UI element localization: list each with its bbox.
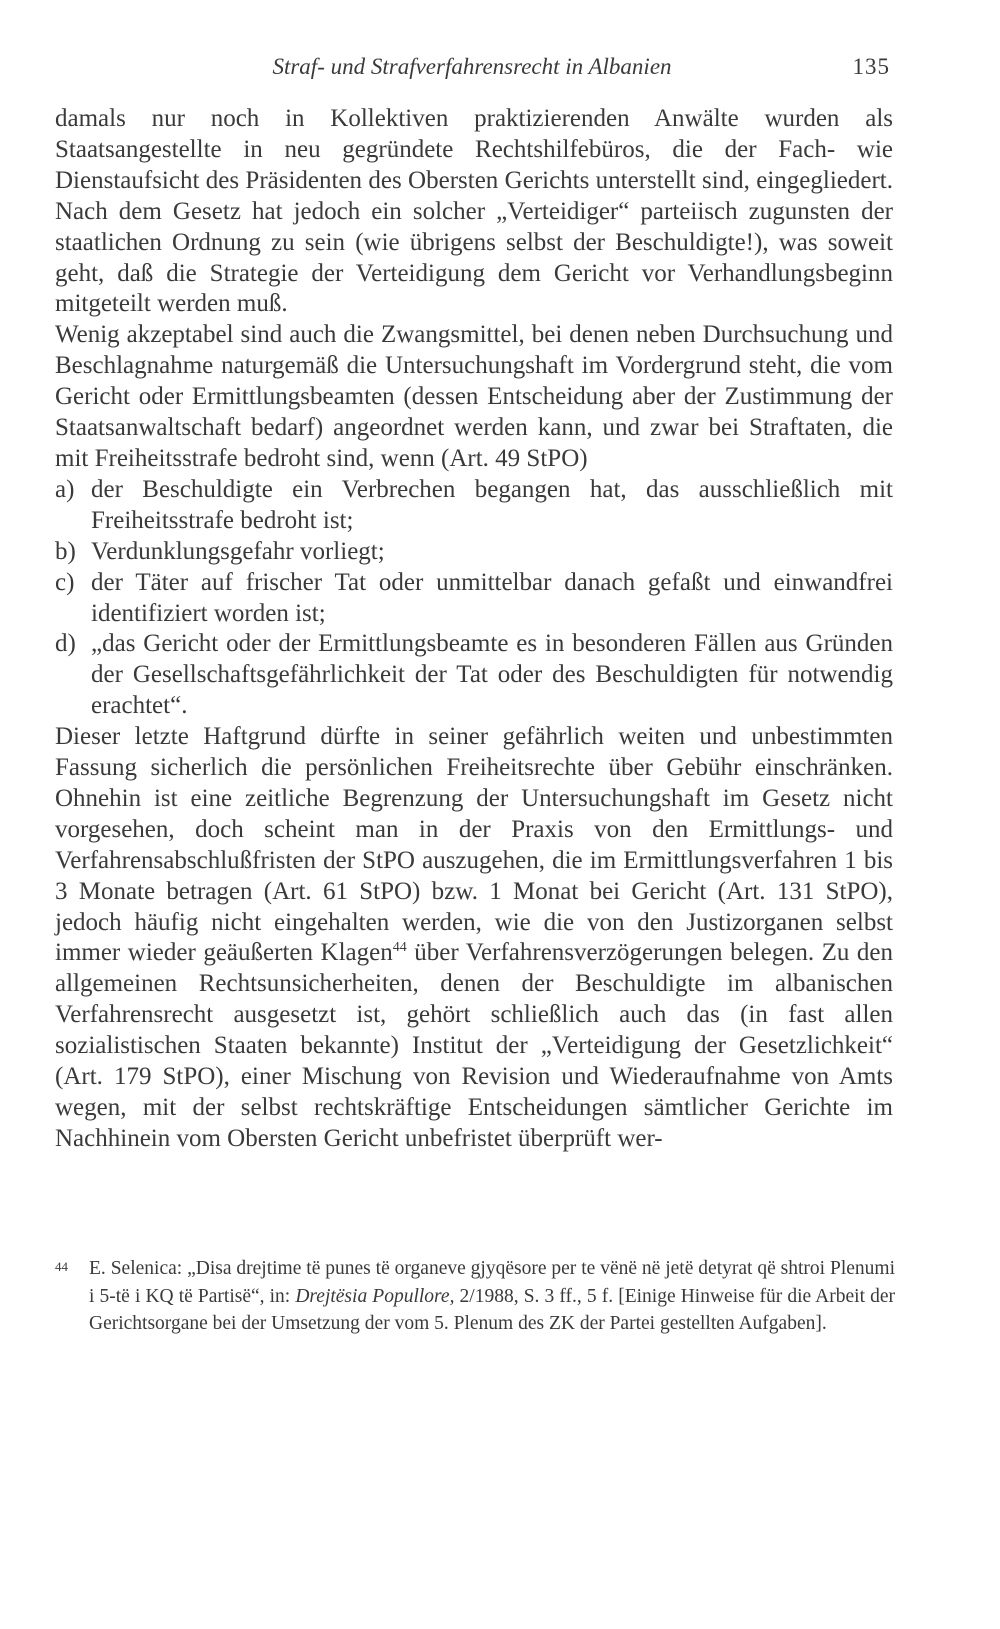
- main-text: [55, 104, 893, 1155]
- list-item: [55, 475, 893, 537]
- journal-title: Drejtësia Popullore,: [295, 1285, 455, 1307]
- paragraph-3: [55, 722, 893, 1155]
- list-item-text: der Täter auf frischer Tat oder unmittelbar danach gefaßt und einwandfrei identifiziert worden ist;: [91, 568, 893, 627]
- running-header: [54, 54, 890, 88]
- footnote-number: 44: [55, 1259, 68, 1274]
- footnote-text-part-1: E. Selenica: „Disa drejtime të punes të organeve gjyqësore per te vënë në jetë detyrat që shtroi Plenumi i 5-të i KQ të Partisë“, in:: [89, 1258, 895, 1307]
- paragraph-2: Wenig akzeptabel sind auch die Zwangsmittel, bei denen neben Durchsuchung und Beschlagnahme naturgemäß die Untersuchungshaft im Vordergrund steht, die vom Gericht oder Ermittlungsbeamten (dessen Entscheidung aber der Zustimmung der Staatsanwaltschaft bedarf) angeordnet werden kann, und zwar bei Straftaten, die mit Freiheitsstrafe bedroht sind, wenn (Art. 49 StPO): [55, 321, 893, 472]
- list-marker: c): [55, 568, 75, 596]
- list-item: [55, 537, 893, 568]
- list-item: [55, 568, 893, 630]
- footnote-text-part-2: 2/1988, S. 3 ff., 5 f. [Einige Hinweise für die Arbeit der Gerichtsorgane bei der Umsetzung der vom 5. Plenum des ZK der Partei gestellten Aufgaben].: [89, 1285, 896, 1334]
- list-item: [55, 629, 893, 722]
- list-marker: a): [55, 475, 75, 503]
- paragraph-3-part-2: über Verfahrensverzögerungen belegen. Zu den allgemeinen Rechtsunsicherheiten, denen der Beschuldigte im albanischen Verfahrensrecht ausgesetzt ist, gehört schließlich auch das (in fast allen sozialistischen Staaten bekannte) Institut der „Verteidigung der Gesetzlichkeit“ (Art. 179 StPO), einer Mischung von Revision und Wiederaufnahme von Amts wegen, mit der selbst rechtskräftige Entscheidungen sämtlicher Gerichte im Nachhinein vom Obersten Gericht unbefristet überprüft wer-: [55, 939, 893, 1152]
- running-title: Straf- und Strafverfahrensrecht in Albanien: [272, 54, 672, 79]
- list-item-text: der Beschuldigte ein Verbrechen begangen hat, das ausschließlich mit Freiheitsstrafe bedroht ist;: [91, 475, 893, 534]
- paragraph-1: damals nur noch in Kollektiven praktizierenden Anwälte wurden als Staatsangestellte in neu gegründete Rechtshilfebüros, die der Fach- wie Dienstaufsicht des Präsidenten des Obersten Gerichts unterstellt sind, eingegliedert. Nach dem Gesetz hat jedoch ein solcher „Verteidiger“ parteiisch zugunsten der staatlichen Ordnung zu sein (wie übrigens selbst der Beschuldigte!), was soweit geht, daß die Strategie der Verteidigung dem Gericht vor Verhandlungsbeginn mitgeteilt werden muß.: [55, 105, 893, 318]
- footnote-text: [55, 1255, 895, 1338]
- page-number: 135: [852, 54, 890, 79]
- footnote: [55, 1255, 895, 1338]
- paragraph-3-part-1: Dieser letzte Haftgrund dürfte in seiner gefährlich weiten und unbestimmten Fassung sicherlich die persönlichen Freiheitsrechte über Gebühr einschränken. Ohnehin ist eine zeitliche Begrenzung der Untersuchungshaft im Gesetz nicht vorgesehen, doch scheint man in der Praxis von den Ermittlungs- und Verfahrensabschlußfristen der StPO auszugehen, die im Ermittlungsverfahren 1 bis 3 Monate betragen (Art. 61 StPO) bzw. 1 Monat bei Gericht (Art. 131 StPO), jedoch häufig nicht eingehalten werden, wie die von den Justizorganen selbst immer wieder geäußerten Klagen: [55, 723, 893, 967]
- list-marker: d): [55, 630, 76, 658]
- detention-grounds-list: [55, 475, 893, 722]
- list-item-text: „das Gericht oder der Ermittlungsbeamte es in besonderen Fällen aus Gründen der Gesellschaftsgefährlichkeit der Tat oder des Beschuldigten für notwendig erachtet“.: [91, 630, 893, 720]
- list-item-text: Verdunklungsgefahr vorliegt;: [91, 537, 385, 565]
- list-marker: b): [55, 537, 76, 565]
- footnote-reference[interactable]: 44: [392, 940, 407, 956]
